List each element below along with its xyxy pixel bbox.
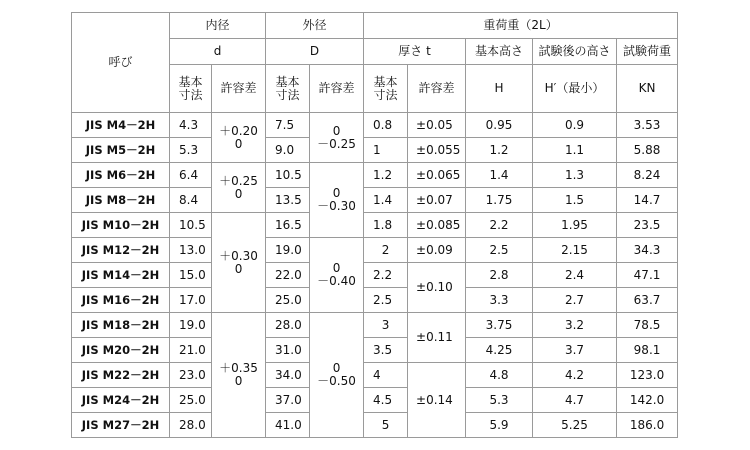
base-height-header: 基本高さ	[466, 39, 533, 65]
D-value: 9.0	[266, 138, 310, 163]
d-value: 25.0	[170, 388, 212, 413]
H-value: 2.2	[466, 213, 533, 238]
inner-diameter-header: 内径	[170, 13, 266, 39]
t-value: 1.8	[364, 213, 408, 238]
KN-value: 98.1	[617, 338, 678, 363]
d-value: 5.3	[170, 138, 212, 163]
H2-value: 1.3	[533, 163, 617, 188]
H-value: 3.75	[466, 313, 533, 338]
KN-value: 23.5	[617, 213, 678, 238]
table-row	[72, 138, 678, 163]
D-std-dim-header: 基本 寸法	[266, 65, 310, 113]
H2-value: 3.7	[533, 338, 617, 363]
table-row	[72, 238, 678, 263]
KN-value: 47.1	[617, 263, 678, 288]
D-value: 16.5	[266, 213, 310, 238]
D-tolerance: 0 －0.40	[310, 238, 364, 313]
size-name: JIS M5－2H	[72, 138, 170, 163]
H2-value: 2.7	[533, 288, 617, 313]
name-col-header: 呼び	[72, 13, 170, 113]
spec-table	[71, 12, 678, 438]
D-value: 10.5	[266, 163, 310, 188]
table-row	[72, 338, 678, 363]
KN-value: 14.7	[617, 188, 678, 213]
d-value: 8.4	[170, 188, 212, 213]
D-symbol-header: D	[266, 39, 364, 65]
d-value: 4.3	[170, 113, 212, 138]
size-name: JIS M24－2H	[72, 388, 170, 413]
t-std-dim-header: 基本 寸法	[364, 65, 408, 113]
KN-value: 34.3	[617, 238, 678, 263]
table-row	[72, 263, 678, 288]
D-tol-header: 許容差	[310, 65, 364, 113]
KN-value: 3.53	[617, 113, 678, 138]
size-name: JIS M8－2H	[72, 188, 170, 213]
H2-value: 5.25	[533, 413, 617, 438]
t-value: 0.8	[364, 113, 408, 138]
t-tolerance: ±0.055	[408, 138, 466, 163]
table-row	[72, 413, 678, 438]
t-value: 2.5	[364, 288, 408, 313]
H-value: 2.8	[466, 263, 533, 288]
D-value: 34.0	[266, 363, 310, 388]
table-row	[72, 363, 678, 388]
thickness-header: 厚さ t	[364, 39, 466, 65]
H2-value: 1.1	[533, 138, 617, 163]
d-value: 23.0	[170, 363, 212, 388]
d-tolerance: ＋0.20 0	[212, 113, 266, 163]
KN-value: 186.0	[617, 413, 678, 438]
size-name: JIS M20－2H	[72, 338, 170, 363]
size-name: JIS M10－2H	[72, 213, 170, 238]
H-value: 0.95	[466, 113, 533, 138]
table-row	[72, 313, 678, 338]
table-row	[72, 288, 678, 313]
d-tolerance: ＋0.35 0	[212, 313, 266, 438]
d-value: 10.5	[170, 213, 212, 238]
H-header: H	[466, 65, 533, 113]
d-value: 28.0	[170, 413, 212, 438]
H2-value: 3.2	[533, 313, 617, 338]
d-value: 19.0	[170, 313, 212, 338]
size-name: JIS M22－2H	[72, 363, 170, 388]
H2-value: 2.4	[533, 263, 617, 288]
H-value: 5.3	[466, 388, 533, 413]
after-test-height-header: 試験後の高さ	[533, 39, 617, 65]
t-tolerance: ±0.09	[408, 238, 466, 263]
t-value: 1	[364, 138, 408, 163]
H-value: 1.75	[466, 188, 533, 213]
KN-value: 78.5	[617, 313, 678, 338]
table-row	[72, 163, 678, 188]
H2-value: 4.7	[533, 388, 617, 413]
d-tolerance: ＋0.30 0	[212, 213, 266, 313]
t-tolerance: ±0.14	[408, 363, 466, 438]
size-name: JIS M16－2H	[72, 288, 170, 313]
H2-value: 2.15	[533, 238, 617, 263]
KN-value: 123.0	[617, 363, 678, 388]
size-name: JIS M6－2H	[72, 163, 170, 188]
D-tolerance: 0 －0.50	[310, 313, 364, 438]
D-tolerance: 0 －0.30	[310, 163, 364, 238]
KN-value: 5.88	[617, 138, 678, 163]
table-row	[72, 188, 678, 213]
H-value: 1.4	[466, 163, 533, 188]
t-tolerance: ±0.085	[408, 213, 466, 238]
D-value: 22.0	[266, 263, 310, 288]
size-name: JIS M27－2H	[72, 413, 170, 438]
d-value: 6.4	[170, 163, 212, 188]
D-value: 13.5	[266, 188, 310, 213]
d-std-dim-header: 基本 寸法	[170, 65, 212, 113]
D-value: 7.5	[266, 113, 310, 138]
H-value: 5.9	[466, 413, 533, 438]
KN-value: 142.0	[617, 388, 678, 413]
d-value: 15.0	[170, 263, 212, 288]
table-row	[72, 213, 678, 238]
size-name: JIS M12－2H	[72, 238, 170, 263]
heavy-load-header: 重荷重（2L）	[364, 13, 678, 39]
D-value: 19.0	[266, 238, 310, 263]
H2-header: H′（最小）	[533, 65, 617, 113]
D-value: 31.0	[266, 338, 310, 363]
t-value: 3	[364, 313, 408, 338]
d-value: 17.0	[170, 288, 212, 313]
d-symbol-header: d	[170, 39, 266, 65]
t-value: 5	[364, 413, 408, 438]
d-value: 21.0	[170, 338, 212, 363]
KN-value: 63.7	[617, 288, 678, 313]
D-tolerance: 0 －0.25	[310, 113, 364, 163]
table-row	[72, 388, 678, 413]
d-tol-header: 許容差	[212, 65, 266, 113]
t-tolerance: ±0.065	[408, 163, 466, 188]
test-load-header: 試験荷重	[617, 39, 678, 65]
H-value: 4.8	[466, 363, 533, 388]
d-value: 13.0	[170, 238, 212, 263]
t-tolerance: ±0.10	[408, 263, 466, 313]
D-value: 28.0	[266, 313, 310, 338]
D-value: 37.0	[266, 388, 310, 413]
H-value: 2.5	[466, 238, 533, 263]
H-value: 1.2	[466, 138, 533, 163]
H2-value: 0.9	[533, 113, 617, 138]
H2-value: 4.2	[533, 363, 617, 388]
t-tolerance: ±0.05	[408, 113, 466, 138]
H-value: 4.25	[466, 338, 533, 363]
KN-header: KN	[617, 65, 678, 113]
t-value: 3.5	[364, 338, 408, 363]
D-value: 25.0	[266, 288, 310, 313]
t-value: 1.4	[364, 188, 408, 213]
size-name: JIS M4－2H	[72, 113, 170, 138]
t-value: 4.5	[364, 388, 408, 413]
H2-value: 1.95	[533, 213, 617, 238]
table-row	[72, 113, 678, 138]
t-tolerance: ±0.07	[408, 188, 466, 213]
size-name: JIS M18－2H	[72, 313, 170, 338]
D-value: 41.0	[266, 413, 310, 438]
t-value: 2.2	[364, 263, 408, 288]
d-tolerance: ＋0.25 0	[212, 163, 266, 213]
KN-value: 8.24	[617, 163, 678, 188]
t-value: 1.2	[364, 163, 408, 188]
H2-value: 1.5	[533, 188, 617, 213]
t-value: 4	[364, 363, 408, 388]
t-tol-header: 許容差	[408, 65, 466, 113]
outer-diameter-header: 外径	[266, 13, 364, 39]
t-tolerance: ±0.11	[408, 313, 466, 363]
size-name: JIS M14－2H	[72, 263, 170, 288]
t-value: 2	[364, 238, 408, 263]
H-value: 3.3	[466, 288, 533, 313]
